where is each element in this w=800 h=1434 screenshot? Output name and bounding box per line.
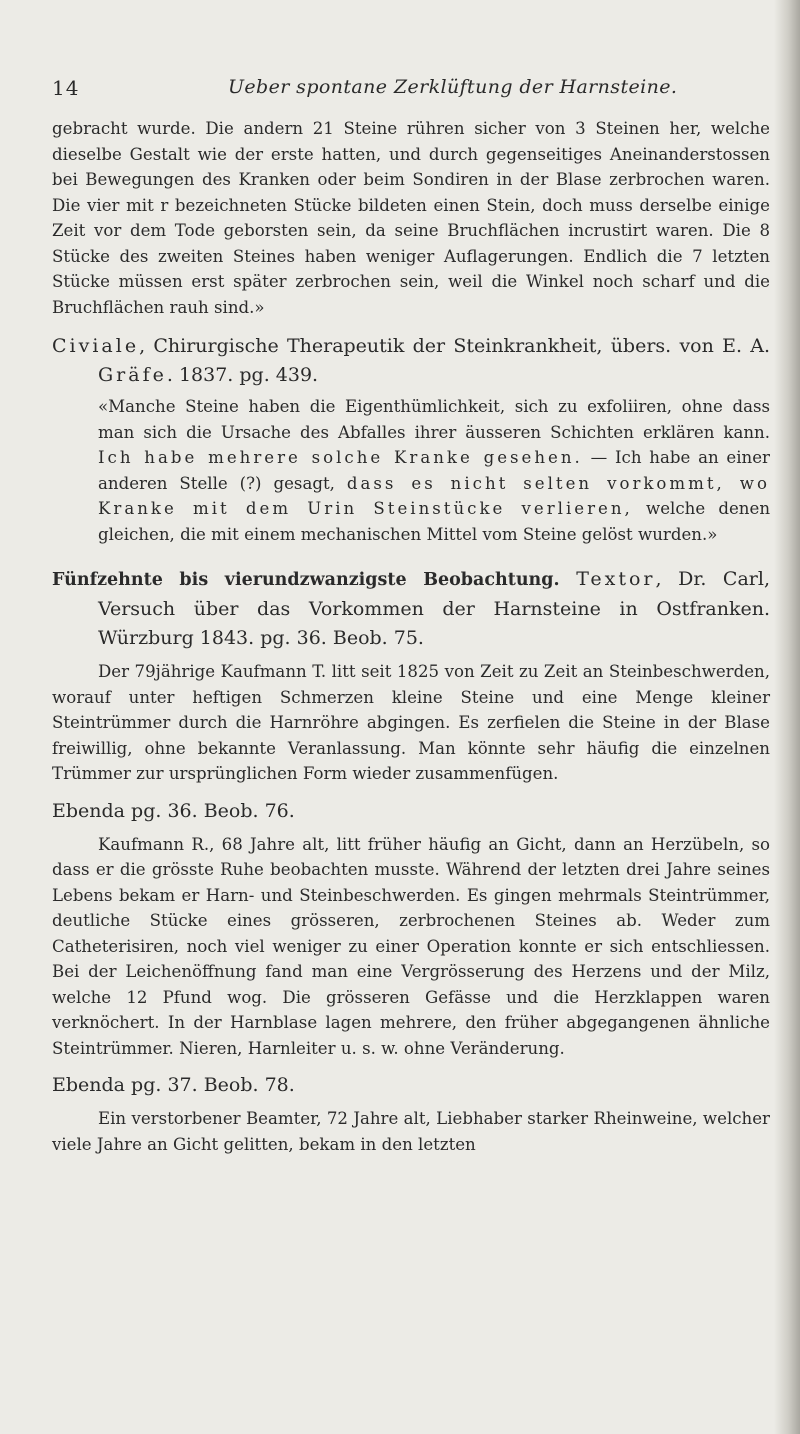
quote-emphasis-2: dass es nicht selten vorkommt, wo Kranke mit dem Urin Steinstücke verlieren,: [98, 473, 770, 518]
quote-emphasis-1: Ich habe mehrere solche Kranke gesehen.: [98, 448, 583, 467]
reference-author: Civiale: [52, 335, 140, 357]
page-number: 14: [52, 76, 80, 100]
quote-part-1: «Manche Steine haben die Eigenthümlichkeit, sich zu exfoliiren, ohne dass man sich die Ursache des Abfalles ihrer äusseren Schichten erklären kann.: [98, 397, 770, 442]
reference-tail: . 1837. pg. 439.: [166, 364, 319, 386]
quote-part-2: — Ich habe an einer anderen Stelle (?) gesagt,: [98, 448, 770, 493]
reference-civiale: [52, 332, 770, 390]
observation-75: Der 79jährige Kaufmann T. litt seit 1825 von Zeit zu Zeit an Steinbeschwerden, worauf unter heftigen Schmerzen kleine Steine und eine Menge kleiner Steintrümmer durch die Harnröhre abgingen. Es zerfielen die Steine in der Blase freiwillig, ohne bekannte Veranlassung. Man könnte sehr häufig die einzelnen Trümmer zur ursprünglichen Form wieder zusammenfügen.: [52, 662, 770, 783]
section-label: Fünfzehnte bis vierundzwanzigste Beobachtung.: [52, 570, 560, 590]
running-title: Ueber spontane Zerklüftung der Harnsteine.: [228, 76, 678, 98]
page-body: [52, 116, 770, 1157]
paragraph-continuation: gebracht wurde. Die andern 21 Steine rühren sicher von 3 Steinen her, welche dieselbe Gestalt wie der erste hatten, und durch gegenseitiges Aneinanderstossen bei Bewegungen des Kranken oder beim Sondiren in der Blase zerbrochen waren. Die vier mit r bezeichneten Stücke bildeten einen Stein, doch muss derselbe einige Zeit vor dem Tode geborsten sein, da seine Bruchflächen incrustirt waren. Die 8 Stücke des zweiten Steines haben weniger Auflagerungen. Endlich die 7 letzten Stücke müssen erst später zerbrochen sein, weil die Winkel noch scharf und die Bruchflächen rauh sind.»: [52, 119, 770, 317]
ebenda-reference-76: Ebenda pg. 36. Beob. 76.: [52, 799, 295, 822]
section-heading: [52, 565, 770, 653]
observation-78: Ein verstorbener Beamter, 72 Jahre alt, Liebhaber starker Rheinweine, welcher viele Jahre an Gicht gelitten, bekam in den letzten: [52, 1109, 770, 1154]
observation-76: Kaufmann R., 68 Jahre alt, litt früher häufig an Gicht, dann an Herzübeln, so dass er die grösste Ruhe beobachten musste. Während der letzten drei Jahre seines Lebens bekam er Harn- und Steinbeschwerden. Es gingen mehrmals Steintrümmer, deutliche Stücke eines grösseren, zerbrochenen Steines ab. Weder zum Catheterisiren, noch viel weniger zu einer Operation konnte er sich entschliessen. Bei der Leichenöffnung fand man eine Vergrösserung des Herzens und der Milz, welche 12 Pfund wog. Die grösseren Gefässe und die Herzklappen waren verknöchert. In der Harnblase lagen mehrere, den früher abgegangenen ähnliche Steintrümmer. Nieren, Harnleiter u. s. w. ohne Veränderung.: [52, 834, 770, 1058]
quotation-civiale: [52, 394, 770, 547]
section-author: Textor: [576, 568, 656, 590]
section-citation: , Dr. Carl, Versuch über das Vorkommen der Harnsteine in Ostfranken. Würzburg 1843. pg. 36. Beob. 75.: [98, 568, 770, 649]
page-edge-shadow: [774, 0, 800, 1434]
reference-translator: Gräfe: [98, 364, 167, 386]
quote-part-3: welche denen gleichen, die mit einem mechanischen Mittel vom Steine gelöst wurden.»: [98, 499, 771, 544]
ebenda-reference-78: Ebenda pg. 37. Beob. 78.: [52, 1074, 295, 1096]
reference-text: , Chirurgische Therapeutik der Steinkrankheit, übers. von E. A.: [139, 335, 770, 357]
running-head: [52, 76, 766, 106]
